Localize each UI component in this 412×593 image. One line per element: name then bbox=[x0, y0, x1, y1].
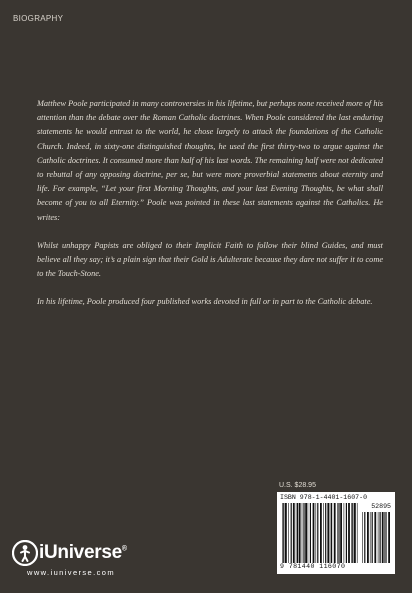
blurb-paragraph: Matthew Poole participated in many controversies in his lifetime, but perhaps none received more of his attention than the debate over the Roman Catholic doctrines. When Poole considered the last enduring statements he would entrust to the world, he chose largely to attack the foundations of the Catholic Church. Indeed, in sixty-one distinguished thoughts, he used the first thirty-two to argue against the Catholic doctrines. It consumed more than half of his last words. The remaining half were not dedicated to rebuttal of any opposing doctrine, per se, but were more proverbial statements about eternity and life. For example, “Let your first Morning Thoughts, and your last Evening Thoughts, be what shall become of you to all Eternity.” Poole was pointed in these last statements against the Catholics. He writes: bbox=[37, 99, 383, 222]
price-label: U.S. $28.95 bbox=[279, 482, 316, 489]
back-cover-blurb bbox=[37, 97, 383, 324]
price-code: 52895 bbox=[371, 503, 391, 510]
blurb-paragraph: In his lifetime, Poole produced four published works devoted in full or in part to the Catholic debate. bbox=[37, 297, 373, 307]
ean-barcode-bars bbox=[282, 503, 358, 563]
addon-barcode-bars bbox=[362, 512, 390, 563]
isbn-number: ISBN 978-1-4401-1607-0 bbox=[280, 494, 368, 501]
publisher-logo bbox=[12, 540, 127, 566]
publisher-url: www.iuniverse.com bbox=[27, 568, 115, 577]
figure-in-circle-icon bbox=[12, 540, 38, 566]
barcode bbox=[277, 492, 395, 574]
blurb-quote: Whilst unhappy Papists are obliged to their Implicit Faith to follow their blind Guides, and must believe all they say; it’s a plain sign that their Gold is Adulterate because they dare not suffer it to come to the Touch-Stone. bbox=[37, 240, 383, 279]
ean-digits: 9 781440 116070 bbox=[280, 563, 346, 570]
publisher-name: iUniverse® bbox=[39, 542, 127, 563]
category-label: BIOGRAPHY bbox=[13, 14, 64, 23]
